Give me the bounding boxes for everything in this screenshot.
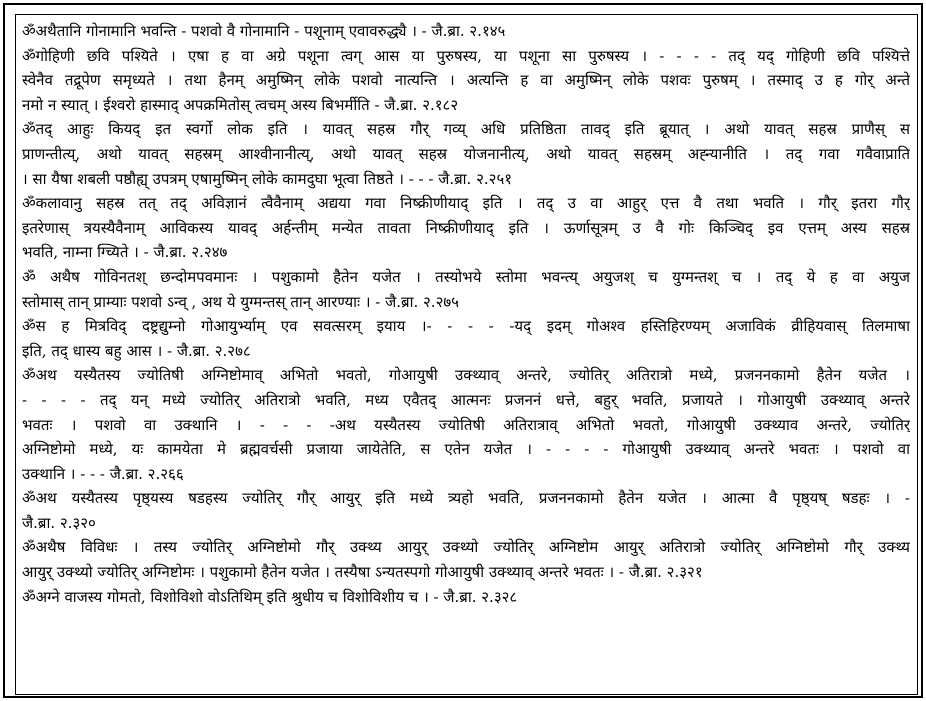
text-line: आयुर् उक्थ्यो ज्योतिर् अग्निष्टोमः । पशुकामो हैतेन यजेत । तस्यैषा ऽन्यतस्पगो गोआयुषी उक्थ्याव् अन्तरे भवतः । - जै.ब्रा. २.३२१	[22, 563, 703, 582]
text-line: इति, तद् धास्य बहु आस । - जै.ब्रा. २.२७८	[22, 341, 251, 360]
text-line: ॐअथैष विविधः । तस्य ज्योतिर् अग्निष्टोमो गौर् उक्थ्य आयुर् उक्थ्यो ज्योतिर् अग्निष्टोम आयुर् अतिरात्रो ज्योतिर् अग्निष्टोमो गौर् उक्थ्य	[22, 538, 910, 557]
text-line: जै.ब्रा. २.३२०	[22, 513, 96, 532]
text-line: ॐअग्ने वाजस्य गोमतो, विशोविशो वोऽतिथिम् इति श्रुधीय च विशोविशीय च । - जै.ब्रा. २.३२८	[22, 587, 518, 606]
text-line: ॐअथ यस्यैतस्य ज्योतिषी अग्निष्टोमाव् अभितो भवतो, गोआयुषी उक्थ्याव् अन्तरे, ज्योतिर् अतिरात्रो मध्ये, प्रजननकामो हैतेन यजेत ।	[22, 366, 910, 385]
text-line: - - - - तद् यन् मध्ये ज्योतिर् अतिरात्रो भवति, मध्य एवैतद् आत्मनः प्रजननं धत्ते, बहुर् भवति, प्रजायते । गोआयुषी उक्थ्याव् अन्तरे	[22, 390, 910, 409]
text-line: इतरेणास् त्रयस्यैवैनाम् आविकस्य यावद् अर्हन्तीम् मन्येत तावता निष्क्रीणीयाद् इति । ऊर्णासूत्रम् उ वै गोः किञ्चिद् इव एत्तम् अस्य सहस्र	[22, 218, 910, 237]
text-line: ॐगोहिणी छवि पश्यिते । एषा ह वा अग्रे पशूना त्वग् आस या पुरुषस्य, या पशूना सा पुरुषस्य । - - - - तद् यद् गोहिणी छवि पश्यित्ते	[22, 46, 910, 65]
text-line: ॐअथैतानि गोनामानि भवन्ति - पशवो वै गोनामानि - पशूनाम् एवावरुद्ध्यै । - जै.ब्रा. २.१४५	[22, 22, 506, 40]
text-line: ॐ अथैष गोविनतश् छन्दोमपवमानः । पशुकामो हैतेन यजेत । तस्योभये स्तोमा भवन्त्य् अयुजश् च युग्मन्तश् च । तद् ये ह वा अयुज	[22, 267, 910, 286]
text-line: स्वेनैव तद्रूपेण समृध्यते । तथा हैनम् अमुष्मिन् लोके पशवो नात्यन्ति । अत्यन्ति ह वा अमुष्मिन् लोके पशवः पुरुषम् । तस्माद् उ ह गोर् अन्ते	[22, 71, 910, 90]
text-line: प्राणन्तीत्य्, अथो यावत् सहस्रम् आश्वीनानीत्य्, अथो यावत् सहस्र योजनानीत्य्, अथो यावत् सहस्रम् अह्न्यानीति । तद् गवा गवैवाप्राति	[22, 144, 910, 163]
text-line: ॐअथ यस्यैतस्य पृष्ठ्यस्य षडहस्य ज्योतिर् गौर् आयुर् इति मध्ये त्र्यहो भवति, प्रजननकामो हैतेन यजेत । आत्मा वै पृष्ठ्यष् षडहः । -	[22, 489, 910, 508]
text-line: ॐतद् आहुः कियद् इत स्वर्गो लोक इति । यावत् सहस्र गौर् गव्य् अधि प्रतिष्ठिता तावद् इति ब्रूयात् । अथो यावत् सहस्र प्राणैस् स	[22, 120, 910, 139]
text-line: नमो न स्यात् । ईश्वरो हास्माद् अपक्रमितोस् त्वचम् अस्य बिभर्मीति - जै.ब्रा. २.१८२	[22, 95, 459, 114]
text-line: उक्थानि । - - - जै.ब्रा. २.२६६	[22, 464, 184, 483]
page-frame	[3, 3, 923, 698]
text-box	[15, 14, 918, 695]
text-line: स्तोमास् तान् प्राम्याः पशवो ऽन्व् , अथ ये युग्मन्तस् तान् आरण्याः । - जै.ब्रा. २.२७५	[22, 292, 459, 311]
text-line: भवतः । पशवो वा उक्थानि । - - - -अथ यस्यैतस्य ज्योतिषी अतिरात्राव् अभितो भवतो, गोआयुषी उक्थ्याव अन्तरे, ज्योतिर्	[22, 415, 910, 434]
text-line: ॐस ह मित्रविद् दष्ट्रद्युम्नो गोआयुर्भ्याम् एव सवत्सरम् इयाय ।- - - - -यद् इदम् गोअश्व हस्तिहिरण्यम् अजाविकं व्रीहियवास् तिलमाषा	[22, 317, 910, 336]
text-line: अग्निष्टोमो मध्ये, यः कामयेता मे ब्रह्मवर्चसी प्रजाया जायेतेति, स एतेन यजेत । - - - - गोआयुषी उक्थ्याव् अन्तरे भवतः । पशवो वा	[22, 440, 910, 459]
text-line: भवति, नाम्ना ग्च्यिते । - जै.ब्रा. २.२४७	[22, 243, 228, 262]
text-line: ॐकलावानु सहस्र तत् तद् अविज्ञानं त्वैवैनाम् अद्यया गवा निष्क्रीणीयाद् इति । तद् उ वा आहुर् एत्त वै तथा भवति । गौर् इतरा गौर्	[22, 194, 910, 213]
text-line: । सा यैषा शबली पष्ठौह्य् उपत्रम् एषामुष्मिन् लोके कामदुघा भूत्वा तिष्ठते । - - - जै.ब्रा. २.२५१	[22, 169, 513, 188]
